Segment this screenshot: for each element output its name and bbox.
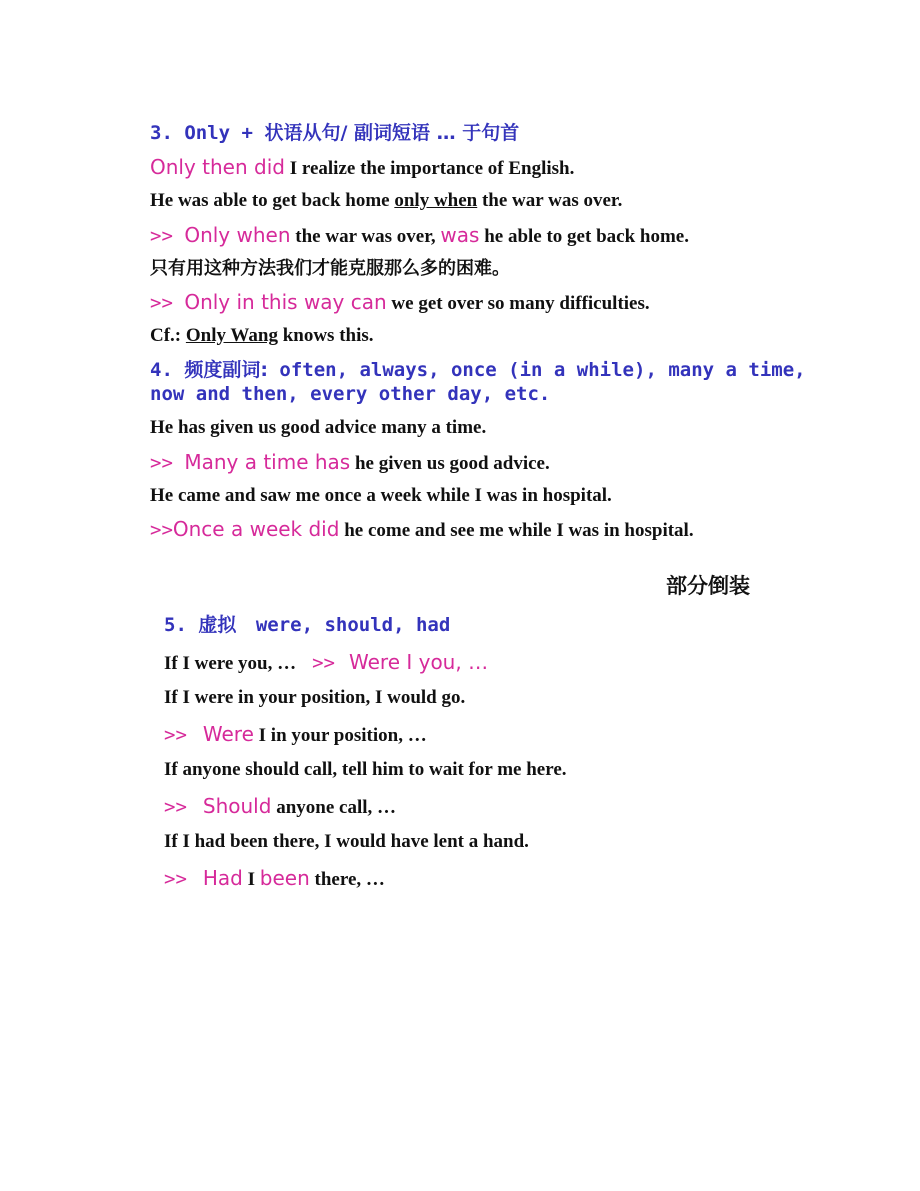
- s4-l4-text: he come and see me while I was in hospital.: [339, 520, 694, 541]
- s3-l6-text-b: knows this.: [277, 325, 374, 346]
- s3-l3-inversion: Only when: [184, 223, 291, 247]
- s5-line-6: If I had been there, I would have lent a hand.: [164, 831, 529, 852]
- s5-line-5: [164, 794, 396, 820]
- s5-line-1: [164, 650, 488, 676]
- s4-line-2: [150, 450, 550, 476]
- section5-heading: [164, 613, 450, 637]
- section3-heading: [150, 121, 519, 145]
- s5-l5-inversion: Should: [202, 794, 272, 818]
- section5-number: 5.: [164, 614, 187, 636]
- s3-l5-text: we get over so many difficulties.: [386, 293, 650, 314]
- section3-heading-cn: 状语从句/ 副词短语 … 于句首: [264, 122, 520, 144]
- section4-heading-en1: often, always, once (in a while), many a time,: [267, 359, 806, 381]
- s3-l3-inversion-2: was: [440, 223, 480, 247]
- s3-l2-text-b: the war was over.: [477, 190, 623, 211]
- s3-l2-text-a: He was able to get back home: [150, 190, 395, 211]
- s5-line-7: [164, 866, 385, 892]
- s3-l3-text-mid: the war was over,: [290, 226, 441, 247]
- s5-l1-inversion: Were I you, …: [349, 650, 489, 674]
- arrow-icon: >>: [164, 724, 187, 746]
- s5-l7-inversion-2: been: [259, 866, 310, 890]
- s3-l6-underlined: Only Wang: [185, 325, 278, 346]
- s3-line-4-chinese: 只有用这种方法我们才能克服那么多的困难。: [150, 258, 510, 279]
- s3-line-3: [150, 223, 689, 249]
- s5-line-3: [164, 722, 427, 748]
- s4-l2-inversion: Many a time has: [184, 450, 351, 474]
- s3-l2-underlined: only when: [394, 190, 478, 211]
- s3-line-5: [150, 290, 650, 316]
- section5-heading-cn: 虚拟: [198, 614, 237, 636]
- arrow-icon: >>: [150, 452, 185, 474]
- section3-number: 3.: [150, 122, 173, 144]
- arrow-icon: >>: [150, 292, 185, 314]
- s4-l2-text: he given us good advice.: [350, 453, 550, 474]
- s5-l7-text-mid: I: [242, 869, 260, 890]
- s3-line-6: [150, 324, 374, 348]
- s5-line-2: If I were in your position, I would go.: [164, 687, 466, 708]
- section4-heading-cn: 频度副词:: [184, 359, 268, 381]
- s3-l3-text-rest: he able to get back home.: [479, 226, 689, 247]
- section3-heading-en: Only +: [184, 122, 253, 144]
- s4-line-3: He came and saw me once a week while I was in hospital.: [150, 485, 612, 506]
- s3-line-2: [150, 189, 622, 213]
- section4-heading-line2: now and then, every other day, etc.: [150, 383, 551, 405]
- s5-l1-text: If I were you, …: [164, 653, 297, 674]
- s4-line-4: [150, 517, 694, 543]
- s3-line-1: [150, 155, 574, 181]
- arrow-icon: >>: [164, 796, 187, 818]
- s4-l4-inversion: Once a week did: [172, 517, 340, 541]
- s5-l5-text: anyone call, …: [271, 797, 396, 818]
- arrow-icon: >>: [150, 225, 185, 247]
- partial-inversion-title: 部分倒装: [666, 574, 750, 598]
- s5-l7-text-rest: there, …: [309, 869, 385, 890]
- s3-l1-inversion: Only then did: [150, 155, 285, 179]
- s5-l7-inversion: Had: [202, 866, 243, 890]
- section4-heading-line1: [150, 358, 806, 382]
- s5-l3-text: I in your position, …: [253, 725, 427, 746]
- s3-l5-inversion: Only in this way can: [184, 290, 387, 314]
- s5-line-4: If anyone should call, tell him to wait for me here.: [164, 759, 567, 780]
- s4-line-1: He has given us good advice many a time.: [150, 417, 487, 438]
- s3-l1-text: I realize the importance of English.: [284, 158, 575, 179]
- s3-l6-text-a: Cf.:: [150, 325, 186, 346]
- section4-number: 4.: [150, 359, 173, 381]
- s5-l3-inversion: Were: [202, 722, 254, 746]
- arrow-icon: >>: [150, 519, 173, 541]
- arrow-icon: >>: [164, 868, 187, 890]
- arrow-icon: >>: [312, 652, 335, 674]
- section5-heading-en: were, should, had: [255, 614, 451, 636]
